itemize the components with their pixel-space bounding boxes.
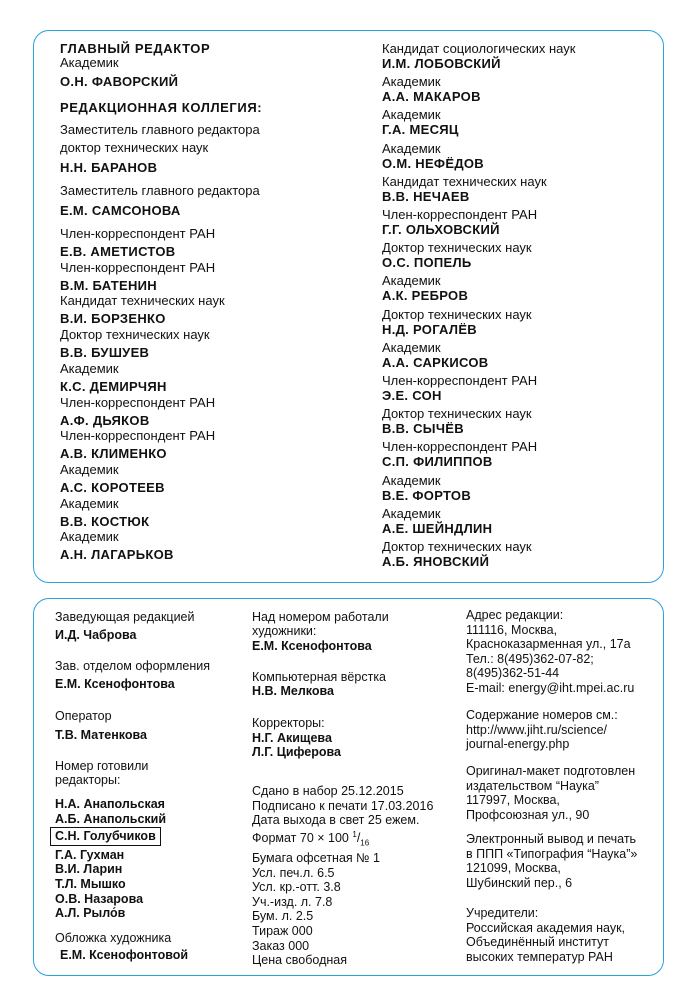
member-name: В.Е. ФОРТОВ bbox=[382, 487, 472, 503]
member-title: Академик bbox=[382, 339, 441, 355]
editor-name: Н.А. Анапольская bbox=[55, 797, 165, 811]
editor-name-highlighted: С.Н. Голубчиков bbox=[50, 827, 161, 846]
print-info-line: Сдано в набор 25.12.2015 bbox=[252, 784, 404, 798]
print-info-line: Дата выхода в свет 25 ежем. bbox=[252, 813, 420, 828]
member-title: Академик bbox=[382, 140, 441, 156]
chief-editor-heading: ГЛАВНЫЙ РЕДАКТОР bbox=[60, 41, 211, 56]
cover-artist-name: Е.М. Ксенофонтовой bbox=[60, 948, 189, 962]
member-name: А.А. МАКАРОВ bbox=[382, 89, 481, 105]
member-title: Академик bbox=[382, 107, 441, 123]
member-title: Кандидат технических наук bbox=[382, 173, 547, 189]
original-line: Оригинал-макет подготовлен bbox=[466, 764, 636, 778]
member-name: В.В. НЕЧАЕВ bbox=[382, 188, 470, 204]
proofreaders-title: Корректоры: bbox=[252, 716, 325, 730]
member-title: Доктор технических наук bbox=[382, 240, 532, 256]
founders-block bbox=[466, 906, 625, 964]
artists-title-2: художники: bbox=[252, 624, 317, 638]
member-title: Академик bbox=[60, 360, 119, 376]
address-line: 8(495)362-51-44 bbox=[466, 666, 560, 681]
member-name: Е.В. АМЕТИСТОВ bbox=[60, 244, 176, 259]
address-line: Адрес редакции: bbox=[466, 608, 564, 622]
member-title: Академик bbox=[60, 495, 119, 511]
member-title: Член-корреспондент РАН bbox=[382, 207, 538, 222]
member-title: Кандидат социологических наук bbox=[382, 41, 576, 56]
board-heading: РЕДАКЦИОННАЯ КОЛЛЕГИЯ: bbox=[60, 100, 263, 115]
editorial-address bbox=[466, 608, 634, 696]
layout-title: Компьютерная вёрстка bbox=[252, 670, 387, 684]
member-name: В.И. БОРЗЕНКО bbox=[60, 311, 166, 327]
deputy-title: Заместитель главного редактора bbox=[60, 122, 260, 137]
member-title: Академик bbox=[382, 505, 441, 521]
cover-artist-title: Обложка художника bbox=[55, 931, 172, 945]
member-title: Доктор технических наук bbox=[60, 327, 210, 343]
member-name: О.М. НЕФЁДОВ bbox=[382, 155, 484, 171]
printing-line: в ППП «Типография “Наука”» bbox=[466, 846, 638, 861]
head-editor-title: Заведующая редакцией bbox=[55, 610, 195, 624]
contents-line: Содержание номеров см.: bbox=[466, 708, 618, 722]
proofreader-name: Н.Г. Акищева bbox=[252, 731, 332, 745]
operator-name: Т.В. Матенкова bbox=[55, 728, 148, 742]
member-name: О.С. ПОПЕЛЬ bbox=[382, 255, 472, 271]
member-name: Г.А. МЕСЯЦ bbox=[382, 122, 459, 138]
deputy-name: Н.Н. БАРАНОВ bbox=[60, 160, 158, 175]
member-title: Член-корреспондент РАН bbox=[60, 394, 216, 410]
member-name: А.Е. ШЕЙНДЛИН bbox=[382, 520, 493, 536]
member-name: А.Ф. ДЬЯКОВ bbox=[60, 412, 150, 428]
head-editor-name: И.Д. Чаброва bbox=[55, 628, 137, 642]
design-head-title: Зав. отделом оформления bbox=[55, 659, 210, 673]
contents-link-block bbox=[466, 708, 618, 752]
member-name: С.П. ФИЛИППОВ bbox=[382, 454, 493, 470]
print-info-line: Бум. л. 2.5 bbox=[252, 909, 314, 924]
member-title: Доктор технических наук bbox=[382, 539, 532, 554]
artists-name: Е.М. Ксенофонтова bbox=[252, 639, 372, 653]
editor-name: А.Л. Рыло́в bbox=[55, 906, 126, 921]
editor-name: Т.Л. Мышко bbox=[55, 876, 126, 891]
member-title: Доктор технических наук bbox=[382, 406, 532, 422]
member-title: Член-корреспондент РАН bbox=[60, 226, 216, 241]
deputy-title-degree: доктор технических наук bbox=[60, 140, 209, 155]
chief-editor-title: Академик bbox=[60, 55, 119, 70]
founders-line: Российская академия наук, bbox=[466, 920, 626, 935]
format-fraction-numerator: 1 bbox=[352, 829, 357, 839]
issue-editors-title: Номер готовили bbox=[55, 759, 149, 773]
member-title: Академик bbox=[382, 74, 441, 90]
editor-name: О.В. Назарова bbox=[55, 891, 144, 906]
original-line: Профсоюзная ул., 90 bbox=[466, 807, 590, 822]
artists-title: Над номером работали bbox=[252, 610, 389, 624]
editors-list bbox=[55, 797, 166, 921]
member-name: А.Н. ЛАГАРЬКОВ bbox=[60, 547, 174, 563]
member-title: Академик bbox=[60, 461, 119, 477]
print-info-line: Уч.-изд. л. 7.8 bbox=[252, 894, 333, 909]
member-name: А.А. САРКИСОВ bbox=[382, 354, 489, 370]
print-info-line: Подписано к печати 17.03.2016 bbox=[252, 798, 434, 813]
printing-line: Электронный вывод и печать bbox=[466, 832, 637, 846]
member-title: Доктор технических наук bbox=[382, 306, 532, 322]
founders-line: Объединённый институт bbox=[466, 935, 610, 950]
email-line: E-mail: energy@iht.mpei.ac.ru bbox=[466, 680, 635, 695]
printing-line: Шубинский пер., 6 bbox=[466, 875, 573, 890]
member-name: В.В. КОСТЮК bbox=[60, 513, 150, 529]
original-line: издательством “Наука” bbox=[466, 778, 599, 793]
editor-name: Г.А. Гухман bbox=[55, 847, 125, 862]
member-name: Н.Д. РОГАЛЁВ bbox=[382, 321, 477, 337]
print-info-line: Усл. кр.-отт. 3.8 bbox=[252, 880, 341, 895]
editor-name: А.Б. Анапольский bbox=[55, 811, 167, 826]
layout-name: Н.В. Мелкова bbox=[252, 684, 334, 698]
proofreader-name: Л.Г. Циферова bbox=[252, 745, 341, 759]
member-title: Академик bbox=[60, 529, 119, 545]
printing-block bbox=[466, 832, 637, 890]
deputy-name: Е.М. САМСОНОВА bbox=[60, 203, 181, 218]
editor-name: В.И. Ларин bbox=[55, 862, 123, 877]
member-title: Академик bbox=[382, 472, 441, 488]
print-info-line: Усл. печ.л. 6.5 bbox=[252, 865, 335, 880]
address-line: Красноказарменная ул., 17а bbox=[466, 637, 631, 652]
address-line: Тел.: 8(495)362-07-82; bbox=[466, 651, 594, 666]
print-info-line: Бумага офсетная № 1 bbox=[252, 851, 380, 866]
chief-editor-name: О.Н. ФАВОРСКИЙ bbox=[60, 74, 179, 89]
member-name: Г.Г. ОЛЬХОВСКИЙ bbox=[382, 222, 500, 237]
member-name: А.В. КЛИМЕНКО bbox=[60, 446, 167, 462]
address-line: 111116, Москва, bbox=[466, 622, 558, 637]
deputy-title: Заместитель главного редактора bbox=[60, 183, 260, 198]
member-title: Кандидат технических наук bbox=[60, 293, 225, 309]
member-name: К.С. ДЕМИРЧЯН bbox=[60, 378, 167, 394]
member-title: Член-корреспондент РАН bbox=[382, 439, 538, 455]
member-name: А.К. РЕБРОВ bbox=[382, 288, 469, 304]
contents-url: journal-energy.php bbox=[466, 737, 570, 752]
print-info-line: Заказ 000 bbox=[252, 938, 310, 953]
print-info bbox=[252, 784, 433, 968]
print-info-line: Тираж 000 bbox=[252, 924, 313, 938]
issue-editors-title-2: редакторы: bbox=[55, 773, 121, 787]
member-title: Член-корреспондент РАН bbox=[382, 373, 538, 388]
member-name: А.Б. ЯНОВСКИЙ bbox=[382, 554, 490, 569]
original-layout-block bbox=[466, 764, 635, 822]
member-name: В.В. СЫЧЁВ bbox=[382, 421, 464, 437]
operator-title: Оператор bbox=[55, 709, 112, 723]
contents-url: http://www.jiht.ru/science/ bbox=[466, 722, 608, 737]
member-title: Член-корреспондент РАН bbox=[60, 259, 216, 275]
original-line: 117997, Москва, bbox=[466, 793, 560, 808]
member-title: Член-корреспондент РАН bbox=[60, 428, 216, 444]
founders-line: высоких температур РАН bbox=[466, 949, 613, 964]
print-format-text: Формат 70 × 100 bbox=[252, 830, 353, 845]
member-name: А.С. КОРОТЕЕВ bbox=[60, 479, 165, 495]
founders-line: Учредители: bbox=[466, 906, 539, 920]
member-name: В.М. БАТЕНИН bbox=[60, 277, 157, 293]
format-fraction-denominator: 16 bbox=[360, 838, 370, 848]
member-name: Э.Е. СОН bbox=[382, 388, 442, 403]
member-title: Академик bbox=[382, 273, 441, 289]
printing-line: 121099, Москва, bbox=[466, 861, 561, 876]
design-head-name: Е.М. Ксенофонтова bbox=[55, 677, 175, 691]
print-info-line: Цена свободная bbox=[252, 953, 347, 968]
member-name: В.В. БУШУЕВ bbox=[60, 345, 150, 361]
member-name: И.М. ЛОБОВСКИЙ bbox=[382, 56, 501, 71]
print-format-line: Формат 70 × 100 $^1/_{16}$ bbox=[252, 829, 370, 848]
